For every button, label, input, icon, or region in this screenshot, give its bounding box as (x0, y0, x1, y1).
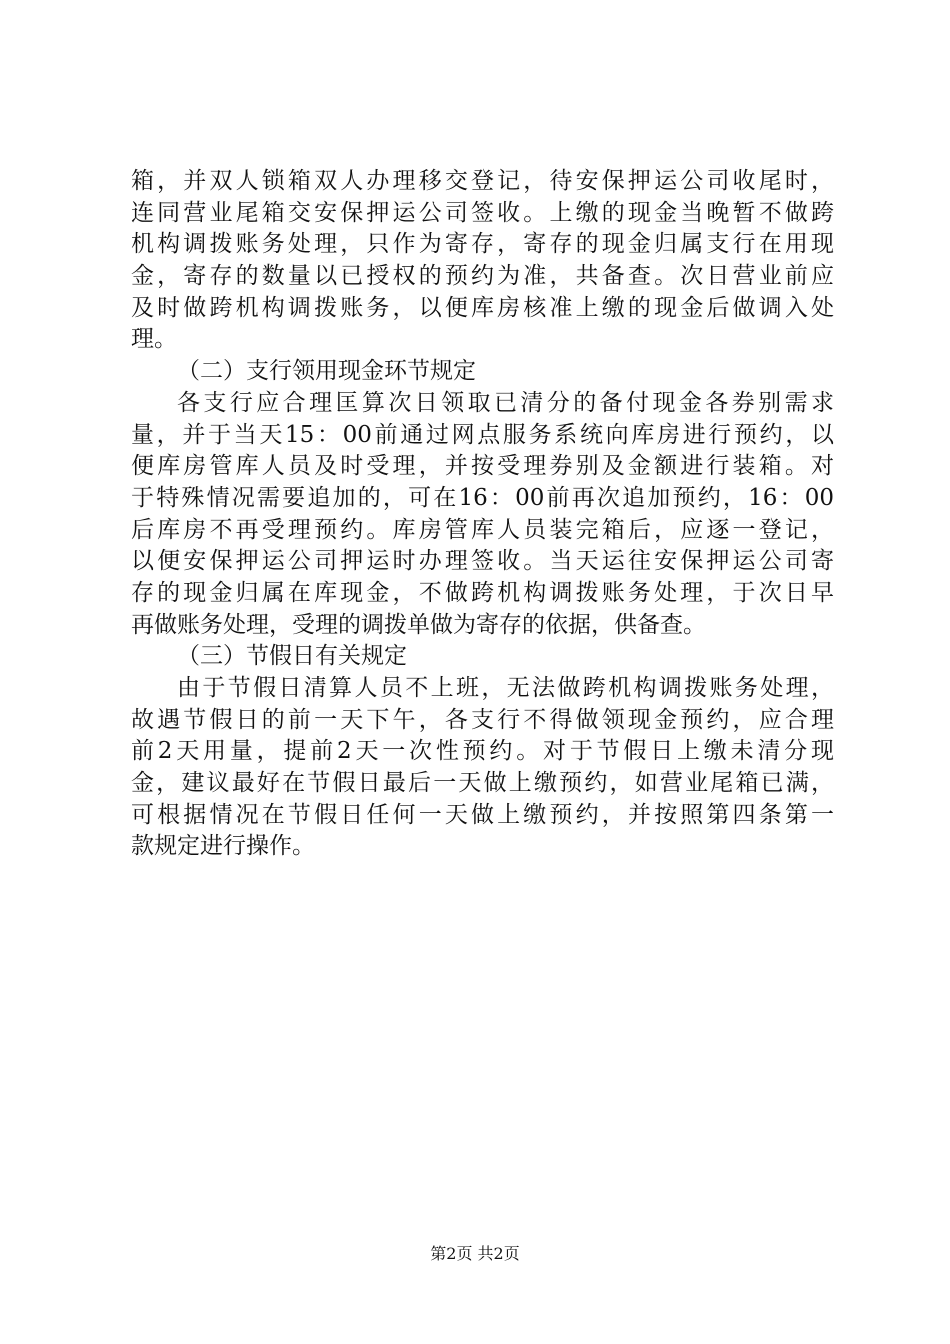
page-number-label: 第2页 共2页 (430, 1244, 520, 1263)
text-line: 由于节假日清算人员不上班，无法做跨机构调拨账务处理， (177, 675, 834, 701)
text-line: 后库房不再受理预约。库房管库人员装完箱后，应逐一登记， (131, 516, 834, 543)
text-line: 存的现金归属在库现金，不做跨机构调拨账务处理，于次日早 (131, 579, 834, 606)
text-line: 各支行应合理匡算次日领取已清分的备付现金各券别需求 (177, 389, 834, 416)
text-line: 再做账务处理，受理的调拨单做为寄存的依据，供备查。 (131, 611, 706, 638)
text-line: 箱，并双人锁箱双人办理移交登记，待安保押运公司收尾时， (131, 168, 834, 194)
text-line: 量，并于当天15：00前通过网点服务系统向库房进行预约，以 (131, 421, 834, 448)
page-footer (0, 1244, 950, 1264)
document-body (131, 166, 834, 863)
text-line: 金，建议最好在节假日最后一天做上缴预约，如营业尾箱已满， (131, 770, 834, 797)
text-line: 机构调拨账务处理，只作为寄存，寄存的现金归属支行在用现 (131, 231, 834, 258)
section-heading: （三）节假日有关规定 (177, 643, 407, 670)
text-line: 于特殊情况需要追加的，可在16：00前再次追加预约，16：00 (131, 484, 834, 511)
text-line: 连同营业尾箱交安保押运公司签收。上缴的现金当晚暂不做跨 (131, 199, 834, 226)
text-line: 金，寄存的数量以已授权的预约为准，共备查。次日营业前应 (131, 263, 834, 290)
text-line: 便库房管库人员及时受理，并按受理券别及金额进行装箱。对 (131, 453, 834, 480)
text-line: 可根据情况在节假日任何一天做上缴预约，并按照第四条第一 (131, 801, 834, 828)
text-line: 及时做跨机构调拨账务，以便库房核准上缴的现金后做调入处 (131, 294, 834, 321)
text-line: 前2天用量，提前2天一次性预约。对于节假日上缴未清分现 (131, 738, 834, 765)
text-line: 款规定进行操作。 (131, 833, 315, 860)
text-line: 以便安保押运公司押运时办理签收。当天运往安保押运公司寄 (131, 548, 834, 575)
text-line: 理。 (131, 326, 177, 353)
text-line: 故遇节假日的前一天下午，各支行不得做领现金预约，应合理 (131, 706, 834, 733)
section-heading: （二）支行领用现金环节规定 (177, 358, 476, 385)
